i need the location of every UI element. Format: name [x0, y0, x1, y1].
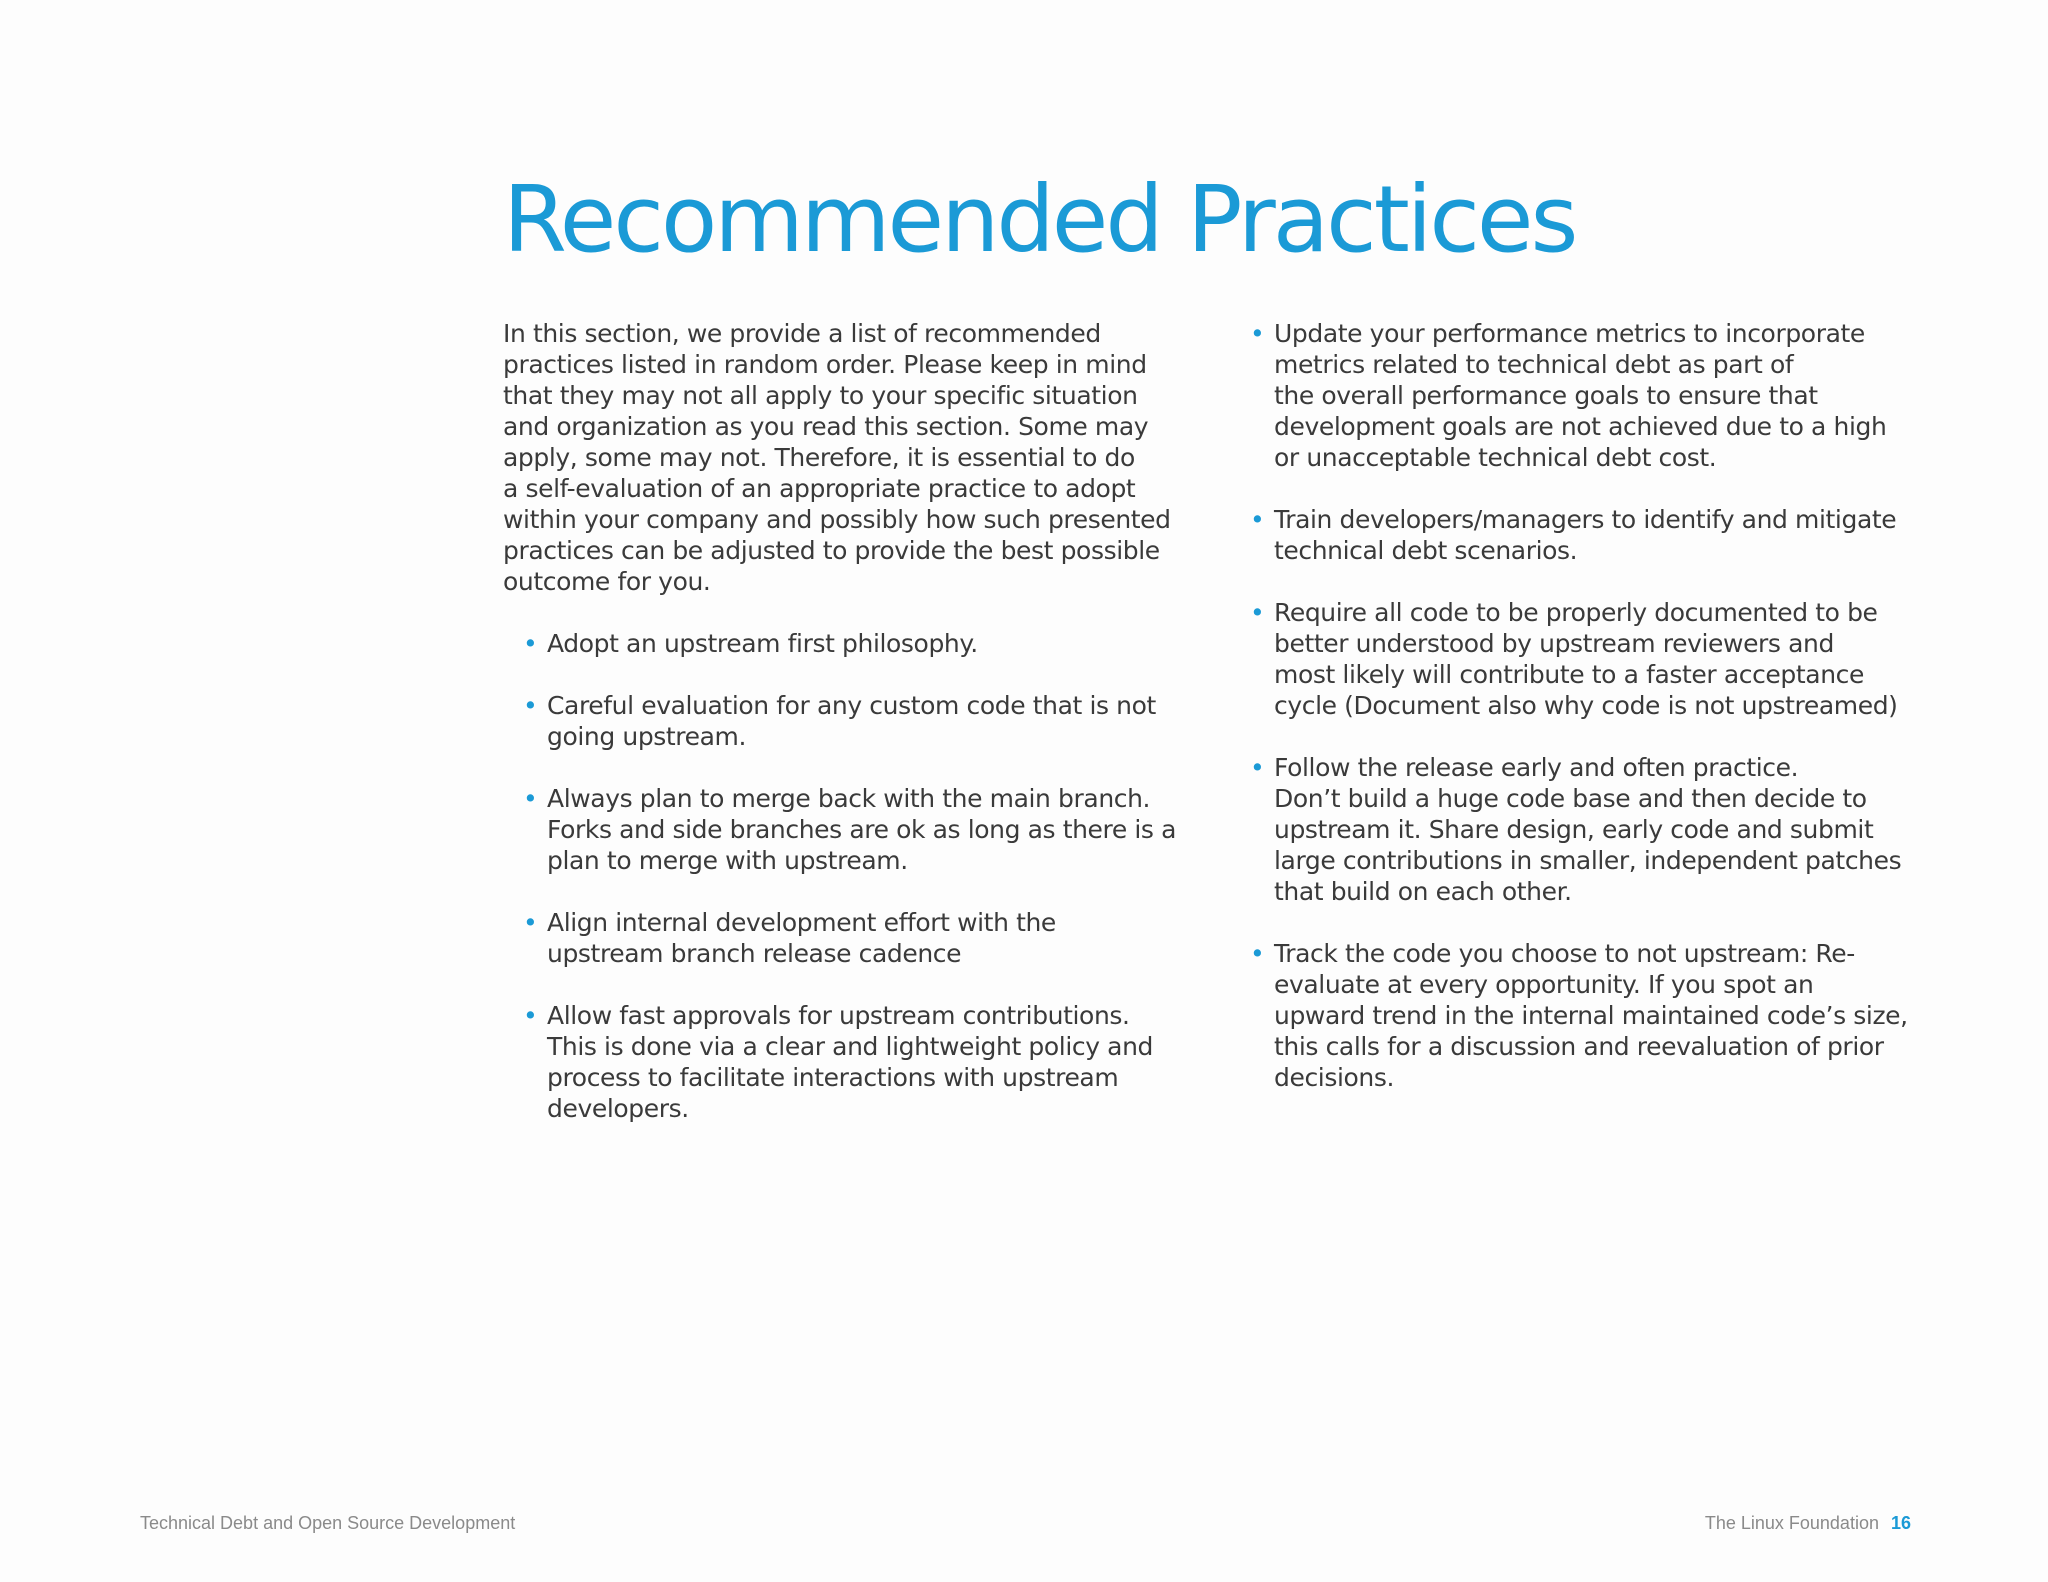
left-practice-list	[503, 628, 1203, 1124]
item-line: Don’t build a huge code base and then decide to	[1274, 784, 1867, 813]
list-item	[523, 1000, 1203, 1124]
item-line: This is done via a clear and lightweight policy and	[547, 1032, 1153, 1061]
list-item	[523, 628, 1203, 659]
list-item	[523, 783, 1203, 876]
item-line: developers.	[547, 1094, 689, 1123]
right-column	[1250, 318, 1940, 1093]
footer-right	[1705, 1513, 1911, 1534]
item-line: going upstream.	[547, 722, 747, 751]
intro-paragraph	[503, 318, 1203, 597]
right-practice-list	[1250, 318, 1940, 1093]
intro-line: outcome for you.	[503, 567, 711, 596]
item-line: plan to merge with upstream.	[547, 846, 908, 875]
intro-line: that they may not all apply to your specific situation	[503, 381, 1138, 410]
item-line: technical debt scenarios.	[1274, 536, 1578, 565]
item-line: better understood by upstream reviewers and	[1274, 629, 1834, 658]
intro-line: practices listed in random order. Please keep in mind	[503, 350, 1147, 379]
intro-line: and organization as you read this section. Some may	[503, 412, 1149, 441]
item-line: Align internal development effort with the	[547, 908, 1056, 937]
item-line: Follow the release early and often practice.	[1274, 753, 1799, 782]
item-line: development goals are not achieved due to a high	[1274, 412, 1887, 441]
intro-line: practices can be adjusted to provide the best possible	[503, 536, 1160, 565]
bullet-icon: •	[523, 1001, 538, 1030]
list-item	[523, 690, 1203, 752]
page-number: 16	[1890, 1513, 1911, 1533]
intro-line: a self-evaluation of an appropriate practice to adopt	[503, 474, 1136, 503]
item-line: Careful evaluation for any custom code that is not	[547, 691, 1156, 720]
item-line: Train developers/managers to identify and mitigate	[1274, 505, 1897, 534]
item-line: Update your performance metrics to incorporate	[1274, 319, 1865, 348]
item-line: this calls for a discussion and reevaluation of prior	[1274, 1032, 1884, 1061]
item-line: metrics related to technical debt as part of	[1274, 350, 1794, 379]
intro-line: In this section, we provide a list of recommended	[503, 319, 1101, 348]
bullet-icon: •	[523, 691, 538, 720]
item-line: Always plan to merge back with the main branch.	[547, 784, 1151, 813]
item-line: large contributions in smaller, independent patches	[1274, 846, 1902, 875]
item-line: cycle (Document also why code is not upstreamed)	[1274, 691, 1898, 720]
bullet-icon: •	[1250, 753, 1265, 782]
item-line: or unacceptable technical debt cost.	[1274, 443, 1717, 472]
list-item	[1250, 597, 1940, 721]
item-line: upward trend in the internal maintained code’s size,	[1274, 1001, 1908, 1030]
item-line: most likely will contribute to a faster acceptance	[1274, 660, 1864, 689]
item-line: evaluate at every opportunity. If you spot an	[1274, 970, 1814, 999]
footer-document-title: Technical Debt and Open Source Development	[140, 1513, 516, 1533]
item-line: upstream branch release cadence	[547, 939, 962, 968]
intro-line: apply, some may not. Therefore, it is essential to do	[503, 443, 1135, 472]
bullet-icon: •	[1250, 505, 1265, 534]
item-line: Require all code to be properly documented to be	[1274, 598, 1878, 627]
item-line: the overall performance goals to ensure that	[1274, 381, 1818, 410]
item-line: Adopt an upstream first philosophy.	[547, 629, 978, 658]
bullet-icon: •	[523, 784, 538, 813]
item-line: that build on each other.	[1274, 877, 1572, 906]
item-line: upstream it. Share design, early code and submit	[1274, 815, 1874, 844]
page-title: Recommended Practices	[503, 166, 1576, 273]
item-line: Forks and side branches are ok as long as there is a	[547, 815, 1177, 844]
bullet-icon: •	[1250, 319, 1265, 348]
item-line: Track the code you choose to not upstream: Re-	[1274, 939, 1855, 968]
item-line: Allow fast approvals for upstream contributions.	[547, 1001, 1130, 1030]
list-item	[1250, 504, 1940, 566]
left-column	[503, 318, 1203, 1124]
list-item	[1250, 752, 1940, 907]
item-line: decisions.	[1274, 1063, 1395, 1092]
intro-line: within your company and possibly how such presented	[503, 505, 1171, 534]
bullet-icon: •	[523, 629, 538, 658]
list-item	[1250, 318, 1940, 473]
list-item	[523, 907, 1203, 969]
item-line: process to facilitate interactions with upstream	[547, 1063, 1119, 1092]
footer-organization: The Linux Foundation	[1704, 1513, 1879, 1533]
bullet-icon: •	[1250, 939, 1265, 968]
bullet-icon: •	[523, 908, 538, 937]
list-item	[1250, 938, 1940, 1093]
bullet-icon: •	[1250, 598, 1265, 627]
